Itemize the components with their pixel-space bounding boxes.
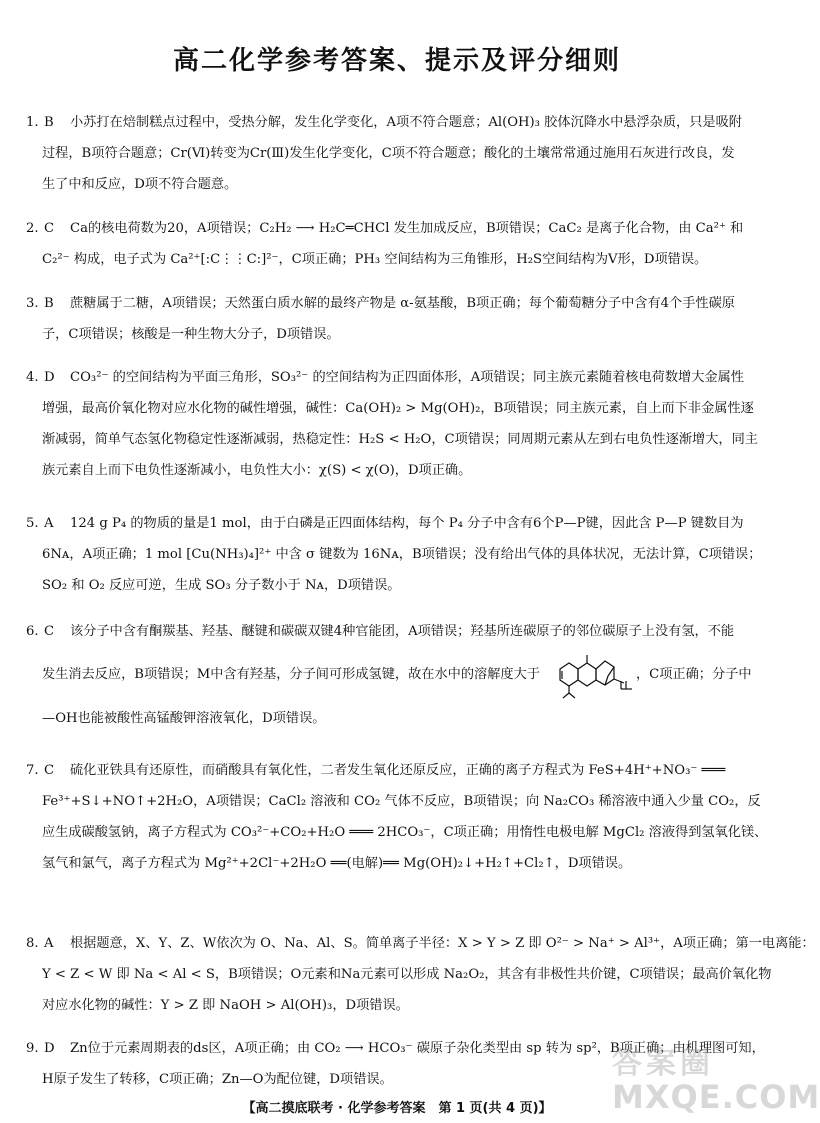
question-answer: C <box>44 624 55 639</box>
question-number: 2. <box>26 221 39 236</box>
question-number: 6. <box>26 624 39 639</box>
question-4 <box>26 362 768 486</box>
explanation-line: 氢气和氯气，离子方程式为 Mg²⁺+2Cl⁻+2H₂O ══(电解)══ Mg(OH)₂↓+H₂↑+Cl₂↑，D项错误。 <box>42 856 632 871</box>
explanation-line: SO₂ 和 O₂ 反应可逆，生成 SO₃ 分子数小于 Nᴀ，D项错误。 <box>42 578 401 593</box>
explanation-line: 124 g P₄ 的物质的量是1 mol，由于白磷是正四面体结构，每个 P₄ 分子中含有6个P—P键，因此含 P—P 键数目为 <box>70 516 744 531</box>
explanation-line: —OH也能被酸性高锰酸钾溶液氧化，D项错误。 <box>42 711 326 726</box>
site-watermark <box>612 1038 820 1118</box>
question-5 <box>26 508 768 601</box>
explanation-line: 应生成碳酸氢钠，离子方程式为 CO₃²⁻+CO₂+H₂O ═══ 2HCO₃⁻，C项正确；用惰性电极电解 MgCl₂ 溶液得到氢氧化镁、 <box>42 825 768 840</box>
explanation-line: 根据题意，X、Y、Z、W依次为 O、Na、Al、S。简单离子半径：X > Y > Z 即 O²⁻ > Na⁺ > Al³⁺，A项正确；第一电离能： <box>70 936 815 951</box>
question-number: 9. <box>26 1041 39 1056</box>
explanation-line: Y < Z < W 即 Na < Al < S，B项错误；O元素和Na元素可以形成 Na₂O₂，其含有非极性共价键，C项错误；最高价氧化物 <box>42 967 772 982</box>
question-answer: C <box>44 221 55 236</box>
question-number: 8. <box>26 936 39 951</box>
explanation-line: 小苏打在焙制糕点过程中，受热分解，发生化学变化，A项不符合题意；Al(OH)₃ 胶体沉降水中悬浮杂质，只是吸附 <box>70 115 742 130</box>
explanation-line: 子，C项错误；核酸是一种生物大分子，D项错误。 <box>42 327 340 342</box>
question-2 <box>26 213 768 275</box>
question-answer: A <box>44 936 54 951</box>
explanation-line: H原子发生了转移，C项正确；Zn—O为配位键，D项错误。 <box>42 1072 393 1087</box>
question-7 <box>26 755 768 879</box>
explanation-line: 过程，B项符合题意；Cr(Ⅵ)转变为Cr(Ⅲ)发生化学变化，C项不符合题意；酸化的土壤常常通过施用石灰进行改良，发 <box>42 146 735 161</box>
explanation-line: 蔗糖属于二糖，A项错误；天然蛋白质水解的最终产物是 α-氨基酸，B项正确；每个葡萄糖分子中含有4个手性碳原 <box>70 296 735 311</box>
question-answer: B <box>44 115 54 130</box>
explanation-line: C₂²⁻ 构成，电子式为 Ca²⁺[:C⋮⋮C:]²⁻，C项正确；PH₃ 空间结构为三角锥形，H₂S空间结构为V形，D项错误。 <box>42 252 708 267</box>
explanation-line: 该分子中含有酮羰基、羟基、醚键和碳碳双键4种官能团，A项错误；羟基所连碳原子的邻位碳原子上没有氢，不能 <box>70 624 735 639</box>
question-1 <box>26 107 768 200</box>
question-8 <box>26 928 815 1021</box>
explanation-line: 硫化亚铁具有还原性，而硝酸具有氧化性，二者发生氧化还原反应，正确的离子方程式为 FeS+4H⁺+NO₃⁻ ═══ <box>70 763 726 778</box>
question-3 <box>26 288 768 350</box>
watermark-logo: 答案圈 <box>612 1046 714 1081</box>
question-number: 3. <box>26 296 39 311</box>
question-number: 4. <box>26 370 39 385</box>
page-title: 高二化学参考答案、提示及评分细则 <box>172 46 621 76</box>
question-answer: D <box>44 370 55 385</box>
question-number: 5. <box>26 516 39 531</box>
question-number: 1. <box>26 115 39 130</box>
explanation-line-tail: ，C项正确；分子中 <box>635 667 752 682</box>
explanation-line: 族元素自上而下电负性逐渐减小，电负性大小：χ(S) < χ(O)，D项正确。 <box>42 463 472 478</box>
explanation-line: 增强，最高价氧化物对应水化物的碱性增强，碱性：Ca(OH)₂ > Mg(OH)₂，B项错误；同主族元素，自上而下非金属性逐 <box>42 401 754 416</box>
explanation-line: 发生消去反应，B项错误；M中含有羟基，分子间可形成氢键，故在水中的溶解度大于 <box>42 667 540 682</box>
explanation-line: 生了中和反应，D项不符合题意。 <box>42 177 238 192</box>
watermark-url: MXQE.COM <box>612 1078 820 1116</box>
page-footer: 【高二摸底联考 · 化学参考答案 第 1 页(共 4 页)】 <box>242 1101 552 1116</box>
explanation-line: 6Nᴀ，A项正确；1 mol [Cu(NH₃)₄]²⁺ 中含 σ 键数为 16Nᴀ，B项错误；没有给出气体的具体状况，无法计算，C项错误； <box>42 547 762 562</box>
molecule-structure-icon <box>542 649 634 701</box>
question-answer: A <box>44 516 54 531</box>
question-answer: B <box>44 296 54 311</box>
question-6 <box>26 616 768 734</box>
question-number: 7. <box>26 763 39 778</box>
explanation-line: Fe³⁺+S↓+NO↑+2H₂O，A项错误；CaCl₂ 溶液和 CO₂ 气体不反应，B项错误；向 Na₂CO₃ 稀溶液中通入少量 CO₂，反 <box>42 794 761 809</box>
question-answer: D <box>44 1041 55 1056</box>
question-answer: C <box>44 763 55 778</box>
explanation-line: 渐减弱，简单气态氢化物稳定性逐渐减弱，热稳定性：H₂S < H₂O，C项错误；同周期元素从左到右电负性逐渐增大，同主 <box>42 432 758 447</box>
explanation-line: Ca的核电荷数为20，A项错误；C₂H₂ ⟶ H₂C═CHCl 发生加成反应，B项错误；CaC₂ 是离子化合物，由 Ca²⁺ 和 <box>70 221 744 236</box>
explanation-line: Zn位于元素周期表的ds区，A项正确；由 CO₂ ⟶ HCO₃⁻ 碳原子杂化类型由 sp 转为 sp²，B项正确；由机理图可知， <box>70 1041 765 1056</box>
explanation-line: 对应水化物的碱性：Y > Z 即 NaOH > Al(OH)₃，D项错误。 <box>42 998 409 1013</box>
explanation-line: CO₃²⁻ 的空间结构为平面三角形，SO₃²⁻ 的空间结构为正四面体形，A项错误；同主族元素随着核电荷数增大金属性 <box>70 370 744 385</box>
